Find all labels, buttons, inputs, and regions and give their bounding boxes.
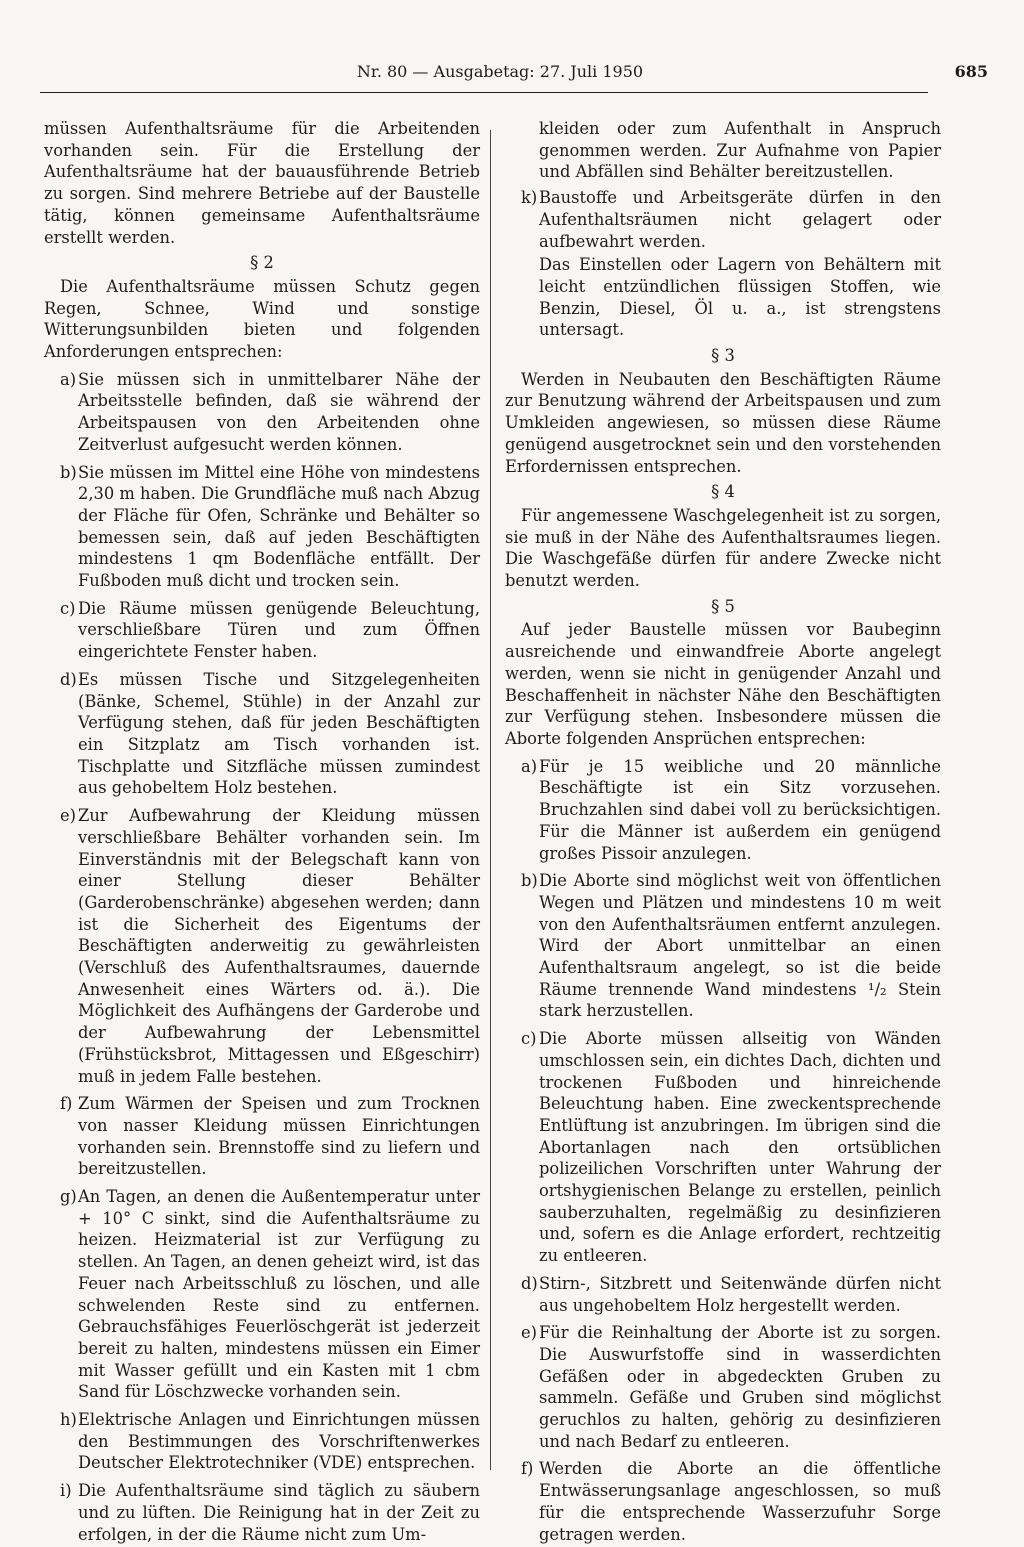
list-item bbox=[44, 1186, 480, 1403]
section-5-heading: § 5 bbox=[711, 596, 735, 616]
item-text: Für die Reinhaltung der Aborte ist zu sorgen. Die Auswurfstoffe sind in wasserdichten Gefäßen oder in abgedeckten Gruben zu sammeln. Gefäße und Gruben sind möglichst geruchlos zu halten, gehörig zu desinfizieren und nach Bedarf zu entleeren. bbox=[539, 1323, 941, 1451]
item-text: Für je 15 weibliche und 20 männliche Beschäftigte ist ein Sitz vorzusehen. Bruchzahlen sind dabei voll zu berücksichtigen. Für die Männer ist außerdem ein genügend großes Pissoir anzulegen. bbox=[539, 756, 941, 863]
item-text: Die Aufenthaltsräume sind täglich zu säubern und zu lüften. Die Reinigung hat in der Zeit zu erfolgen, in der die Räume nicht zum Um- bbox=[78, 1481, 480, 1544]
issue-line: Nr. 80 — Ausgabetag: 27. Juli 1950 bbox=[356, 62, 644, 81]
item-label: i) bbox=[60, 1481, 72, 1501]
item-text: Die Aborte sind möglichst weit von öffentlichen Wegen und Plätzen und mindestens 10 m weit von den Aufenthaltsräumen entfernt anzulegen. Wird der Abort unmittelbar an einen Aufenthaltsraum angelegt, so ist die beide Räume trennende Wand mindestens ¹/₂ Stein stark herzustellen. bbox=[539, 871, 941, 1021]
list-item bbox=[505, 1028, 941, 1267]
list-item bbox=[505, 1273, 941, 1316]
page-header bbox=[40, 62, 988, 92]
item-label: g) bbox=[60, 1187, 77, 1207]
list-item bbox=[505, 1322, 941, 1452]
item-label: h) bbox=[60, 1410, 77, 1430]
item-label: c) bbox=[60, 598, 76, 618]
item-label: a) bbox=[60, 369, 77, 389]
list-item bbox=[44, 1093, 480, 1180]
item-label: d) bbox=[521, 1273, 538, 1293]
list-item bbox=[505, 870, 941, 1022]
item-k-sub-paragraph: Das Einstellen oder Lagern von Behältern mit leicht entzündlichen flüssigen Stoffen, wie Benzin, Diesel, Öl u. a., ist strengstens untersagt. bbox=[539, 255, 941, 340]
list-item bbox=[44, 805, 480, 1087]
section-3-text: Werden in Neubauten den Beschäftigten Räume zur Benutzung während der Arbeitspausen und zum Umkleiden angewiesen, so müssen diese Räume genügend ausgetrocknet sein und den vorstehenden Erfordernissen entsprechen. bbox=[505, 369, 941, 476]
column-divider bbox=[490, 130, 491, 1470]
section-4-heading: § 4 bbox=[711, 482, 735, 502]
list-item bbox=[44, 598, 480, 663]
item-text: Sie müssen sich in unmittelbarer Nähe der Arbeitsstelle befinden, daß sie während der Arbeitspausen von den Arbeitenden ohne Zeitverlust aufgesucht werden können. bbox=[78, 369, 480, 454]
item-label: k) bbox=[521, 188, 538, 208]
section-2-heading: § 2 bbox=[250, 253, 274, 273]
item-label: b) bbox=[60, 462, 77, 482]
item-text: Sie müssen im Mittel eine Höhe von mindestens 2,30 m haben. Die Grundfläche muß nach Abzug der Fläche für Ofen, Schränke und Behälter so bemessen sein, daß auf jeden Beschäftigten mindestens 1 qm Bodenfläche entfällt. Der Fußboden muß dicht und trocken sein. bbox=[78, 462, 480, 591]
item-text: Zur Aufbewahrung der Kleidung müssen verschließbare Behälter vorhanden sein. Im Einverständnis mit der Belegschaft kann von einer Stellung dieser Behälter (Garderobenschränke) abgesehen werden; dann ist die Sicherheit des Eigentums der Beschäftigten anderweitig zu gewährleisten (Verschluß des Aufenthaltsraumes, dauernde Anwesenheit eines Wärters od. ä.). Die Möglichkeit des Aufhängens der Garderobe und der Aufbewahrung der Lebensmittel (Frühstücksbrot, Mittagessen und Eßgeschirr) muß in jedem Falle bestehen. bbox=[78, 806, 480, 1086]
item-label: b) bbox=[521, 871, 538, 891]
item-i-continued: kleiden oder zum Aufenthalt in Anspruch genommen werden. Zur Aufnahme von Papier und Abfällen sind Behälter bereitzustellen. bbox=[539, 119, 941, 182]
item-text: Die Räume müssen genügende Beleuchtung, verschließbare Türen und zum Öffnen eingerichtete Fenster haben. bbox=[78, 598, 480, 662]
right-column bbox=[505, 118, 941, 1547]
item-text: Baustoffe und Arbeitsgeräte dürfen in den Aufenthaltsräumen nicht gelagert oder aufbewahrt werden. bbox=[539, 188, 941, 251]
item-label: c) bbox=[521, 1029, 537, 1049]
list-item bbox=[505, 187, 941, 252]
list-item bbox=[44, 462, 480, 592]
section-4-text: Für angemessene Waschgelegenheit ist zu sorgen, sie muß in der Nähe des Aufenthaltsraumes liegen. Die Waschgefäße dürfen für andere Zwecke nicht benutzt werden. bbox=[505, 505, 941, 591]
list-item bbox=[505, 756, 941, 865]
list-item bbox=[44, 369, 480, 456]
item-label: a) bbox=[521, 756, 538, 776]
item-text: Elektrische Anlagen und Einrichtungen müssen den Bestimmungen des Vorschriftenwerkes Deutscher Elektrotechniker (VDE) entsprechen. bbox=[78, 1410, 480, 1473]
item-text: Stirn-, Sitzbrett und Seitenwände dürfen nicht aus ungehobeltem Holz hergestellt werden. bbox=[539, 1273, 941, 1315]
item-text: Es müssen Tische und Sitzgelegenheiten (Bänke, Schemel, Stühle) in der Anzahl zur Verfügung stehen, daß für jeden Beschäftigten ein Sitzplatz am Tisch vorhanden ist. Tischplatte und Sitzfläche müssen zumindest aus gehobeltem Holz bestehen. bbox=[78, 669, 480, 798]
list-item bbox=[44, 1409, 480, 1474]
section-5-intro: Auf jeder Baustelle müssen vor Baubeginn ausreichende und einwandfreie Aborte angelegt werden, wenn sie nicht in genügender Anzahl und Beschaffenheit in nächster Nähe den Beschäftigten zur Verfügung stehen. Insbesondere müssen die Aborte folgenden Ansprüchen entsprechen: bbox=[505, 620, 941, 748]
item-text: Die Aborte müssen allseitig von Wänden umschlossen sein, ein dichtes Dach, dichten und trockenen Fußboden und hinreichende Beleuchtung haben. Eine zweckentsprechende Entlüftung ist anzubringen. Im übrigen sind die Abortanlagen nach den ortsüblichen polizeilichen Vorschriften unter Wahrung der ortshygienischen Belange zu erstellen, peinlich sauberzuhalten, regelmäßig zu desinfizieren und, sofern es die Anlage erfordert, rechtzeitig zu entleeren. bbox=[539, 1029, 941, 1266]
list-item bbox=[505, 1458, 941, 1545]
intro-paragraph: müssen Aufenthaltsräume für die Arbeitenden vorhanden sein. Für die Erstellung der Aufenthaltsräume hat der bauausführende Betrieb zu sorgen. Sind mehrere Betriebe auf der Baustelle tätig, können gemeinsame Aufenthaltsräume erstellt werden. bbox=[44, 119, 480, 247]
item-text: Zum Wärmen der Speisen und zum Trocknen von nasser Kleidung müssen Einrichtungen vorhanden sein. Brennstoffe sind zu liefern und bereitzustellen. bbox=[78, 1094, 480, 1179]
item-label: e) bbox=[521, 1323, 537, 1343]
list-item bbox=[44, 669, 480, 799]
section-3-heading: § 3 bbox=[711, 346, 735, 366]
header-rule bbox=[40, 92, 928, 93]
list-item bbox=[44, 1480, 480, 1545]
item-label: e) bbox=[60, 806, 76, 826]
item-text: An Tagen, an denen die Außentemperatur unter + 10° C sinkt, sind die Aufenthaltsräume zu heizen. Heizmaterial ist zur Verfügung zu stellen. An Tagen, an denen geheizt wird, ist das Feuer nach Arbeitsschluß zu löschen, und alle schwelenden Reste sind zu entfernen. Gebrauchsfähiges Feuerlöschgerät ist jederzeit bereit zu halten, mindestens müssen ein Eimer mit Wasser gefüllt und ein Kasten mit 1 cbm Sand für Löschzwecke vorhanden sein. bbox=[78, 1187, 480, 1402]
item-text: Werden die Aborte an die öffentliche Entwässerungsanlage angeschlossen, so muß für die entsprechende Wasserzufuhr Sorge getragen werden. bbox=[539, 1459, 941, 1544]
page-number: 685 bbox=[954, 62, 988, 81]
section-2-intro: Die Aufenthaltsräume müssen Schutz gegen Regen, Schnee, Wind und sonstige Witterungsunbilden bieten und folgenden Anforderungen entsprechen: bbox=[44, 276, 480, 362]
item-label: f) bbox=[60, 1094, 73, 1114]
item-label: d) bbox=[60, 669, 77, 689]
left-column bbox=[44, 118, 480, 1547]
item-label: f) bbox=[521, 1459, 534, 1479]
